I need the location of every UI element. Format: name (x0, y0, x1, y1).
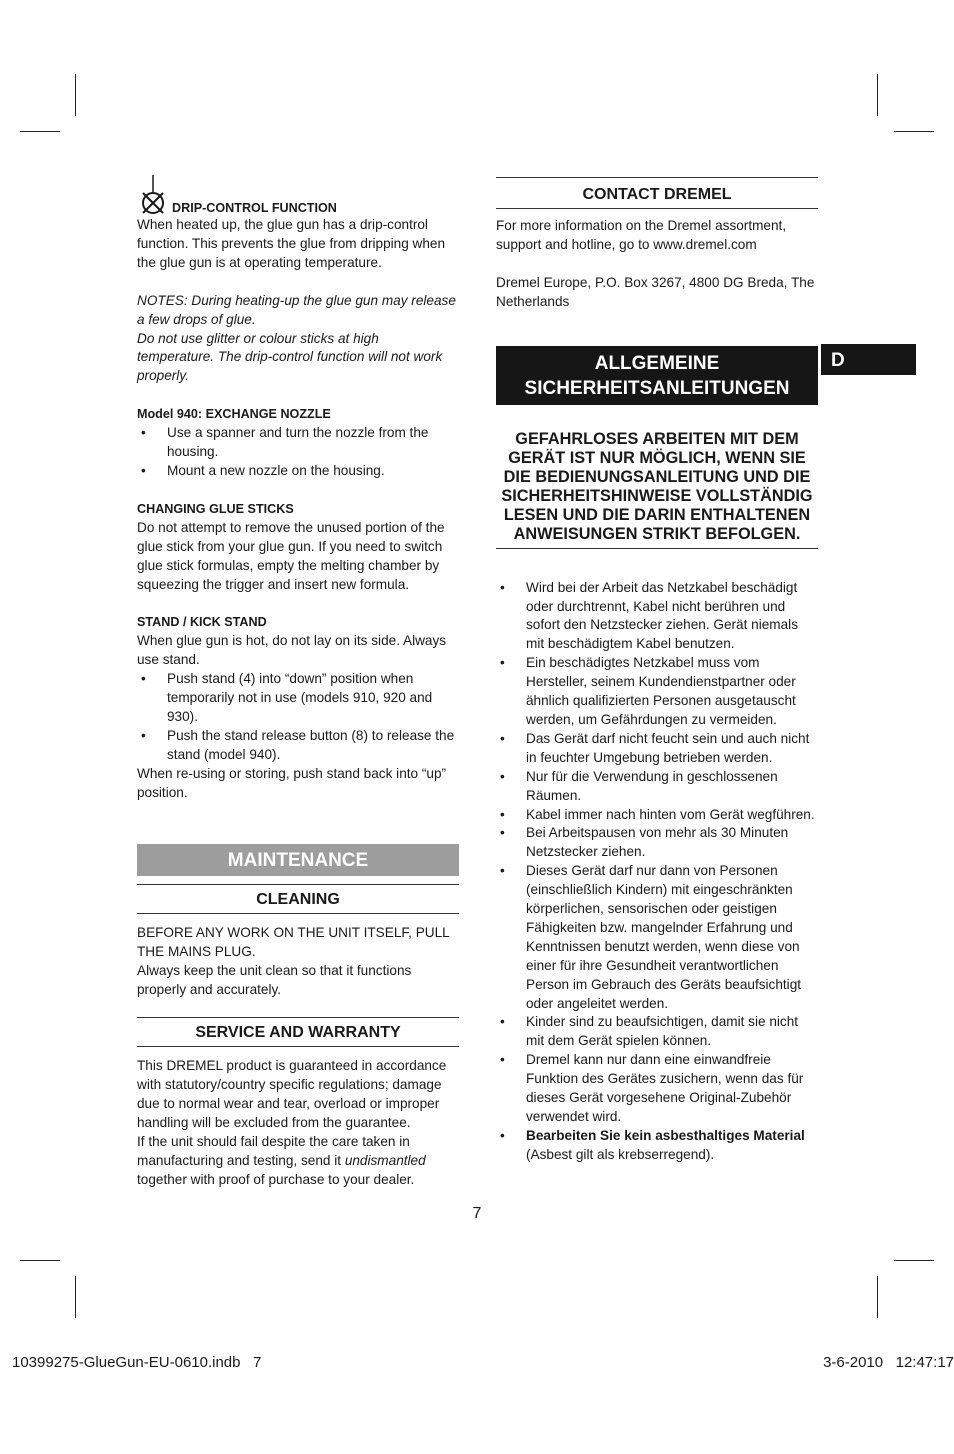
crop-mark (75, 1276, 76, 1318)
list-item: • Kabel immer nach hinten vom Gerät wegführen. (496, 806, 818, 825)
list-item: • Kinder sind zu beaufsichtigen, damit sie nicht mit dem Gerät spielen können. (496, 1013, 818, 1051)
list-item-asbestos: • Bearbeiten Sie kein asbesthaltiges Material (Asbest gilt als krebserregend). (496, 1127, 818, 1165)
stand-outro: When re-using or storing, push stand back into “up” position. (137, 765, 447, 800)
crop-mark (877, 74, 878, 116)
stand-heading: STAND / KICK STAND (137, 615, 267, 630)
list-item: • Push stand (4) into “down” position when temporarily not in use (models 910, 920 and 930). (137, 670, 459, 727)
slug-left: 10399275-GlueGun-EU-0610.indb 7 (12, 1354, 262, 1371)
safety-list (496, 579, 818, 1165)
list-item: • Dremel kann nur dann eine einwandfreie Funktion des Gerätes zusichern, wenn das für dieses Gerät vorgesehene Original-Zubehör verwendet wird. (496, 1051, 818, 1127)
no-drip-icon (138, 172, 172, 216)
list-item: • Nur für die Verwendung in geschlossenen Räumen. (496, 768, 818, 806)
service-text-2: If the unit should fail despite the care taken in manufacturing and testing, send it undismantled together with proof of purchase to your dealer. (137, 1133, 426, 1187)
cleaning-warning: BEFORE ANY WORK ON THE UNIT ITSELF, PULL THE MAINS PLUG. (137, 925, 450, 960)
safety-warning: GEFAHRLOSES ARBEITEN MIT DEM GERÄT IST NUR MÖGLICH, WENN SIE DIE BEDIENUNGSANLEITUNG UND DIE SICHERHEITSHINWEISE VOLLSTÄNDIG LESEN UND DIE DARIN ENTHALTENEN ANWEISUNGEN STRIKT BEFOLGEN. (496, 430, 818, 549)
service-warranty-heading: SERVICE AND WARRANTY (137, 1017, 459, 1047)
right-column (496, 177, 818, 1165)
contact-dremel-heading: CONTACT DREMEL (496, 177, 818, 209)
left-column (137, 172, 459, 1189)
cleaning-heading: CLEANING (137, 884, 459, 914)
list-item: • Bei Arbeitspausen von mehr als 30 Minuten Netzstecker ziehen. (496, 824, 818, 862)
list-item: • Wird bei der Arbeit das Netzkabel beschädigt oder durchtrennt, Kabel nicht berühren und sofort den Netzstecker ziehen. Gerät niemals mit beschädigtem Kabel benutzen. (496, 579, 818, 655)
list-item: • Use a spanner and turn the nozzle from the housing. (137, 424, 459, 462)
list-item: • Das Gerät darf nicht feucht sein und auch nicht in feuchter Umgebung betrieben werden. (496, 730, 818, 768)
contact-text-1: For more information on the Dremel assortment, support and hotline, go to www.dremel.com (496, 218, 787, 252)
list-item: • Mount a new nozzle on the housing. (137, 462, 459, 481)
crop-mark (20, 1260, 60, 1261)
drip-control-text: When heated up, the glue gun has a drip-control function. This prevents the glue from dripping when the glue gun is at operating temperature. (137, 217, 446, 270)
list-item: • Push the stand release button (8) to release the stand (model 940). (137, 727, 459, 765)
exchange-nozzle-heading: Model 940: EXCHANGE NOZZLE (137, 407, 331, 422)
glue-sticks-section (137, 500, 459, 595)
crop-mark (894, 131, 934, 132)
contact-text-2: Dremel Europe, P.O. Box 3267, 4800 DG Breda, The Netherlands (496, 274, 815, 309)
glue-sticks-text: Do not attempt to remove the unused portion of the glue stick from your glue gun. If you need to switch glue stick formulas, empty the melting chamber by squeezing the trigger and insert new formula. (137, 519, 445, 592)
slug-right: 3-6-2010 12:47:17 (823, 1354, 954, 1371)
drip-note-1: NOTES: During heating-up the glue gun may release a few drops of glue. (137, 292, 456, 327)
maintenance-heading: MAINTENANCE (137, 844, 459, 876)
crop-mark (20, 131, 60, 132)
service-text-1: This DREMEL product is guaranteed in accordance with statutory/country specific regulations; damage due to normal wear and tear, overload or improper handling will be excluded from the guarantee. (137, 1058, 447, 1130)
page-number: 7 (472, 1205, 482, 1222)
stand-intro: When glue gun is hot, do not lay on its side. Always use stand. (137, 633, 447, 668)
drip-control-heading: DRIP-CONTROL FUNCTION (172, 201, 337, 215)
crop-mark (877, 1276, 878, 1318)
drip-control-section (137, 172, 459, 386)
crop-mark (894, 1260, 934, 1261)
safety-heading: ALLGEMEINE SICHERHEITSANLEITUNGEN (496, 346, 818, 405)
cleaning-text: Always keep the unit clean so that it functions properly and accurately. (137, 963, 412, 998)
list-item: • Ein beschädigtes Netzkabel muss vom Hersteller, seinem Kundendienstpartner oder ähnlich qualifizierten Personen ausgetauscht werden, um Gefährdungen zu vermeiden. (496, 654, 818, 730)
language-tab: D (821, 344, 916, 375)
list-item: • Dieses Gerät darf nur dann von Personen (einschließlich Kindern) mit eingeschränkten körperlichen, sensorischen oder geistigen Fähigkeiten bzw. mangelnder Erfahrung und Kenntnissen benutzt werden, wenn diese von einer für ihre Gesundheit verantwortlichen Person im Gebrauch des Geräts beaufsichtigt oder angeleitet werden. (496, 862, 818, 1013)
crop-mark (75, 74, 76, 116)
exchange-nozzle-section (137, 405, 459, 481)
stand-section (137, 613, 459, 802)
glue-sticks-heading: CHANGING GLUE STICKS (137, 501, 294, 516)
drip-note-2: Do not use glitter or colour sticks at high temperature. The drip-control function will not work properly. (137, 330, 443, 384)
